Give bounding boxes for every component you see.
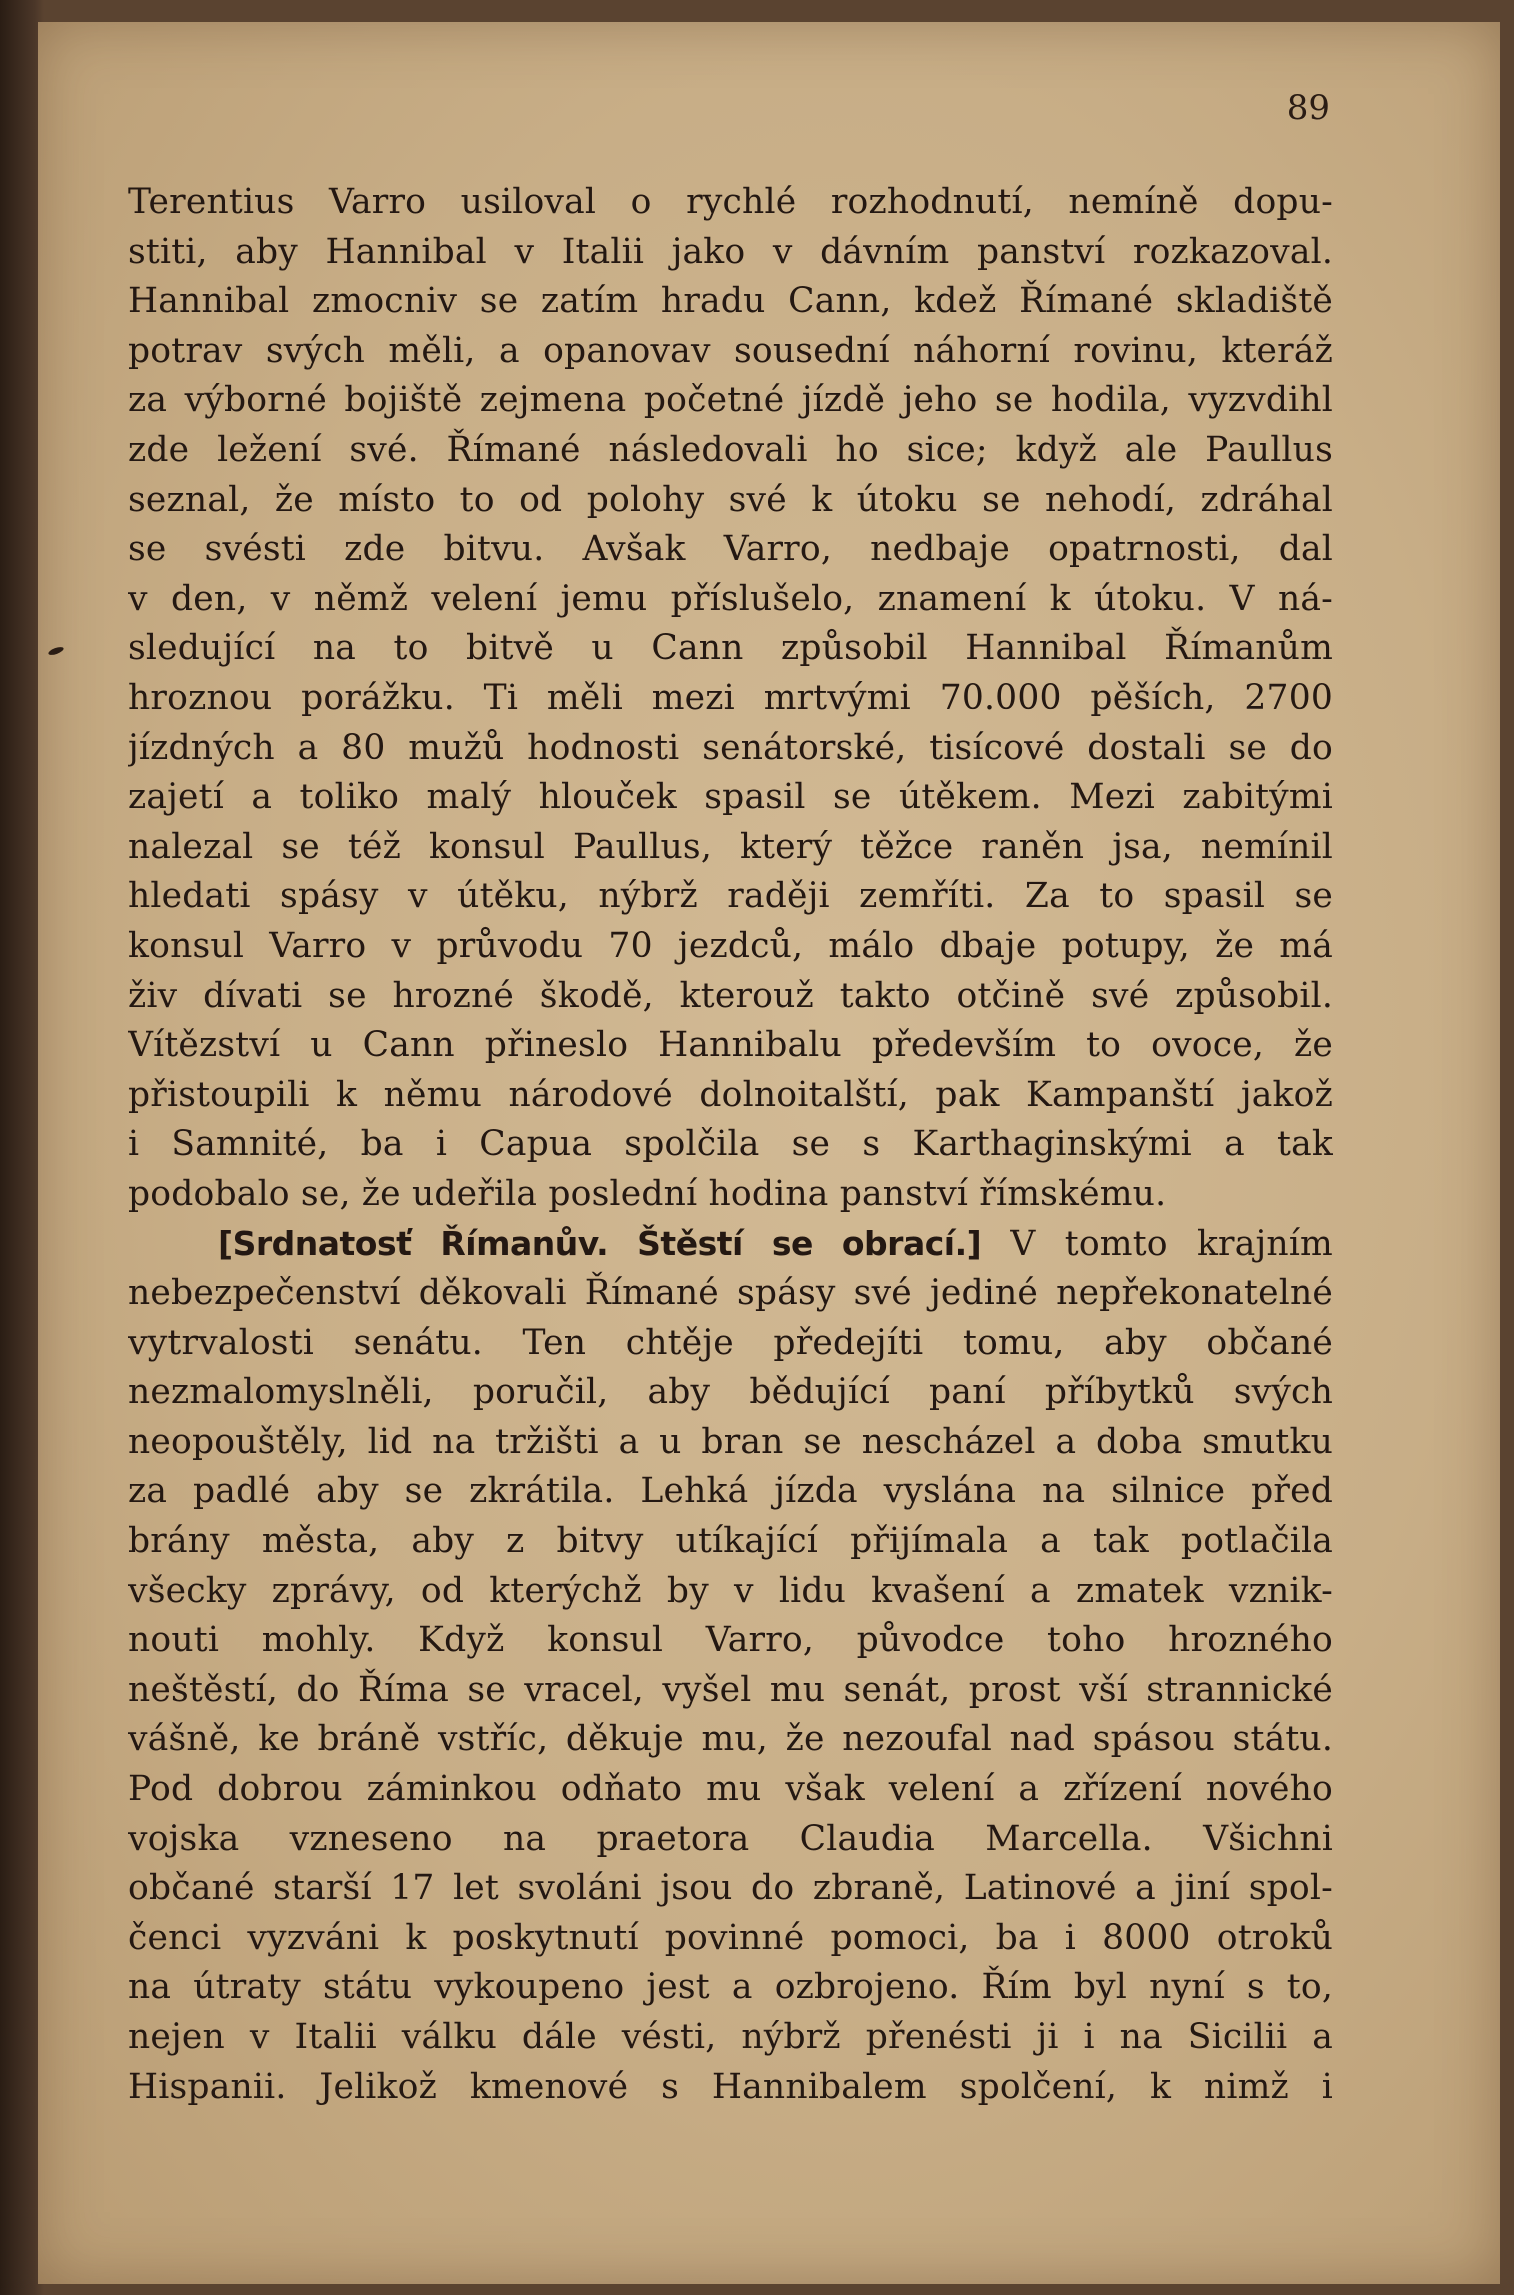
sidenote-heading: [Srdnatosť Římanův. Štěstí se obrací.] <box>218 1224 982 1264</box>
text-line: nouti mohly. Když konsul Varro, původce toho hrozného <box>128 1620 1333 1661</box>
text-line: vášně, ke bráně vstříc, děkuje mu, že nezoufal nad spásou státu. <box>128 1719 1333 1760</box>
text-line: občané starší 17 let svoláni jsou do zbraně, Latinové a jiní spol- <box>128 1868 1333 1909</box>
text-line: vytrvalosti senátu. Ten chtěje předejíti tomu, aby občané <box>128 1322 1333 1363</box>
text-line: jízdných a 80 mužů hodnosti senátorské, tisícové dostali se do <box>128 727 1333 768</box>
text-line: Pod dobrou záminkou odňato mu však velení a zřízení nového <box>128 1769 1333 1809</box>
text-line-continuation: V tomto krajním <box>981 1224 1333 1265</box>
text-line: v den, v němž velení jemu příslušelo, znamení k útoku. V ná- <box>128 578 1333 619</box>
text-line: na útraty státu vykoupeno jest a ozbrojeno. Řím byl nyní s to, <box>128 1967 1333 2008</box>
text-line: brány města, aby z bitvy utíkající přijímala a tak potlačila <box>128 1521 1333 1562</box>
text-line: potrav svých měli, a opanovav sousední náhorní rovinu, kteráž <box>128 330 1333 371</box>
text-line: neštěstí, do Říma se vracel, vyšel mu senát, prost vší strannické <box>128 1669 1333 1710</box>
text-line: všecky zprávy, od kterýchž by v lidu kvašení a zmatek vznik- <box>128 1570 1333 1611</box>
text-line: za výborné bojiště zejmena početné jízdě jeho se hodila, vyzvdihl <box>128 380 1333 421</box>
text-line: hroznou porážku. Ti měli mezi mrtvými 70.000 pěších, 2700 <box>128 677 1333 718</box>
text-line: nejen v Italii válku dále vésti, nýbrž přenésti ji i na Sicilii a <box>128 2016 1333 2057</box>
text-line: neopouštěly, lid na tržišti a u bran se nescházel a doba smutku <box>128 1421 1333 1462</box>
text-line: nezmalomyslněli, poručil, aby bědující paní příbytků svých <box>128 1372 1333 1413</box>
text-line: nalezal se též konsul Paullus, který těžce raněn jsa, nemínil <box>128 826 1333 867</box>
text-line: stiti, aby Hannibal v Italii jako v dávním panství rozkazoval. <box>128 231 1333 272</box>
text-line: podobalo se, že udeřila poslední hodina panství římskému. <box>128 1173 1167 1214</box>
text-line: hledati spásy v útěku, nýbrž raději zemříti. Za to spasil se <box>128 876 1333 917</box>
text-line: seznal, že místo to od polohy své k útoku se nehodí, zdráhal <box>128 479 1333 520</box>
text-line: za padlé aby se zkrátila. Lehká jízda vyslána na silnice před <box>128 1471 1333 1512</box>
sidenote-line <box>128 1219 1333 1269</box>
text-line: Hannibal zmocniv se zatím hradu Cann, kdež Římané skladiště <box>128 281 1333 322</box>
text-line: zajetí a toliko malý hlouček spasil se útěkem. Mezi zabitými <box>128 777 1333 818</box>
text-line: Hispanii. Jelikož kmenové s Hannibalem spolčení, k nimž i <box>128 2066 1333 2107</box>
text-line: čenci vyzváni k poskytnutí povinné pomoci, ba i 8000 otroků <box>128 1917 1333 1958</box>
body-text <box>128 178 1333 2112</box>
text-line: i Samnité, ba i Capua spolčila se s Karthaginskými a tak <box>128 1124 1333 1165</box>
text-line: přistoupili k němu národové dolnoitalští, pak Kampanští jakož <box>128 1074 1333 1115</box>
text-line: živ dívati se hrozné škodě, kterouž takto otčině své způsobil. <box>128 975 1333 1016</box>
text-line: se svésti zde bitvu. Avšak Varro, nedbaje opatrnosti, dal <box>128 529 1333 570</box>
text-line: zde ležení své. Římané následovali ho sice; když ale Paullus <box>128 429 1333 470</box>
text-line: Vítězství u Cann přineslo Hannibalu především to ovoce, že <box>128 1025 1333 1066</box>
page-number: 89 <box>1286 88 1330 128</box>
text-line: Terentius Varro usiloval o rychlé rozhodnutí, nemíně dopu- <box>128 182 1333 222</box>
text-line: vojska vzneseno na praetora Claudia Marcella. Všichni <box>128 1818 1333 1859</box>
text-line: nebezpečenství děkovali Římané spásy své jediné nepřekonatelné <box>128 1273 1333 1314</box>
text-line: sledující na to bitvě u Cann způsobil Hannibal Římanům <box>128 628 1333 669</box>
text-line: konsul Varro v průvodu 70 jezdců, málo dbaje potupy, že má <box>128 925 1333 966</box>
